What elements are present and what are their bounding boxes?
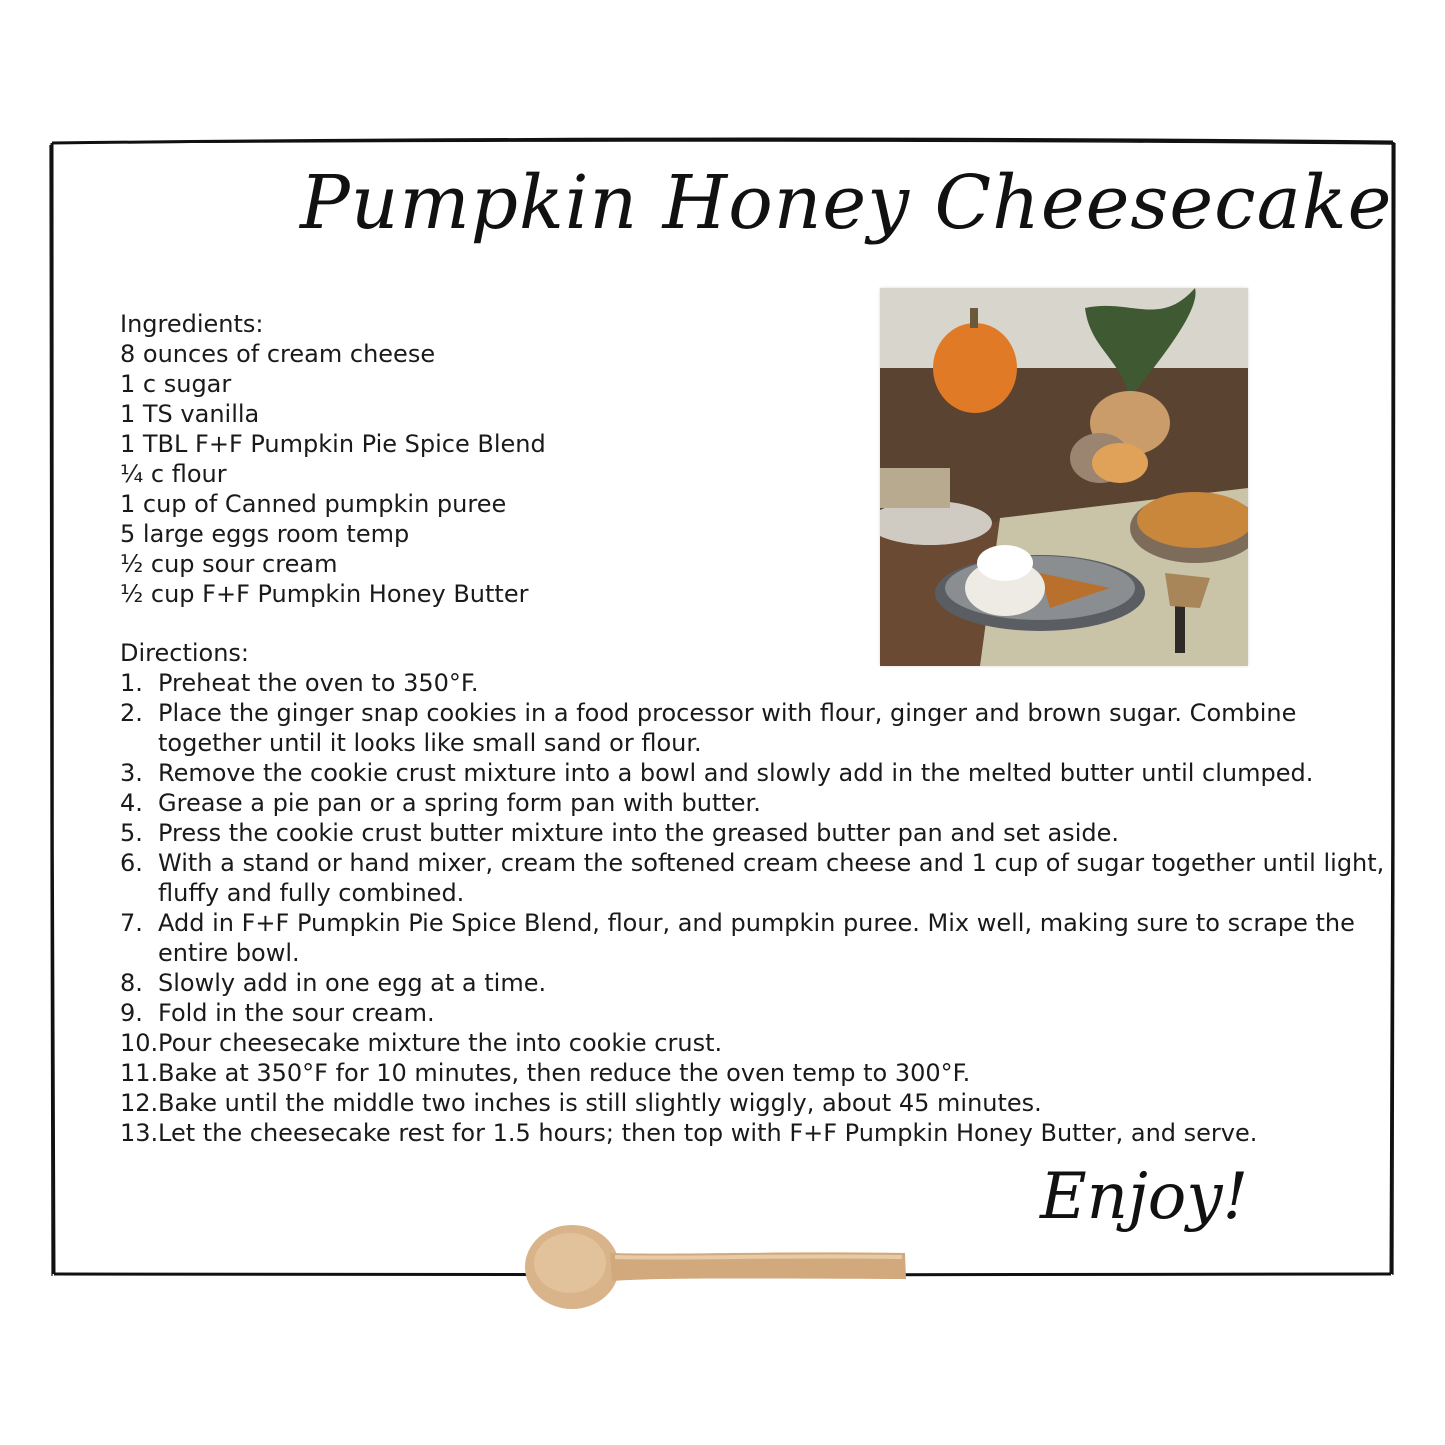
step-text: Fold in the sour cream. (158, 999, 435, 1027)
direction-step (120, 998, 1390, 1028)
step-text: With a stand or hand mixer, cream the softened cream cheese and 1 cup of sugar together until light, fluffy and fully combined. (158, 849, 1385, 907)
step-number: 10. (120, 1029, 159, 1057)
ingredient-item: 1 cup of Canned pumpkin puree (120, 490, 507, 518)
signoff-text: Enjoy! (1040, 1160, 1249, 1234)
step-text: Press the cookie crust butter mixture into the greased butter pan and set aside. (158, 819, 1119, 847)
direction-step (120, 758, 1390, 788)
step-number: 2. (120, 699, 143, 727)
step-number: 11. (120, 1059, 159, 1087)
step-number: 5. (120, 819, 143, 847)
step-text: Add in F+F Pumpkin Pie Spice Blend, flour, and pumpkin puree. Mix well, making sure to scrape the entire bowl. (158, 909, 1355, 967)
direction-step (120, 908, 1390, 968)
ingredients-section (120, 309, 546, 609)
directions-heading: Directions: (120, 639, 250, 667)
step-text: Slowly add in one egg at a time. (158, 969, 547, 997)
step-number: 12. (120, 1089, 159, 1117)
ingredient-item: 1 c sugar (120, 370, 232, 398)
direction-step (120, 1058, 1390, 1088)
step-text: Remove the cookie crust mixture into a bowl and slowly add in the melted butter until clumped. (158, 759, 1314, 787)
step-text: Place the ginger snap cookies in a food processor with flour, ginger and brown sugar. Combine together until it looks like small sand or flour. (158, 699, 1297, 757)
step-text: Bake until the middle two inches is still slightly wiggly, about 45 minutes. (158, 1089, 1042, 1117)
step-number: 4. (120, 789, 143, 817)
step-number: 13. (120, 1119, 159, 1147)
ingredient-item: 1 TS vanilla (120, 400, 260, 428)
step-number: 8. (120, 969, 143, 997)
wooden-spoon-icon (520, 1215, 915, 1320)
step-number: 9. (120, 999, 143, 1027)
step-text: Let the cheesecake rest for 1.5 hours; then top with F+F Pumpkin Honey Butter, and serve. (158, 1119, 1258, 1147)
ingredient-item: ½ cup F+F Pumpkin Honey Butter (120, 580, 529, 608)
ingredient-item: ¼ c flour (120, 460, 227, 488)
step-text: Pour cheesecake mixture the into cookie crust. (158, 1029, 723, 1057)
direction-step (120, 698, 1390, 758)
direction-step (120, 968, 1390, 998)
direction-step (120, 848, 1390, 908)
direction-step (120, 668, 1390, 698)
direction-step (120, 818, 1390, 848)
direction-step (120, 1028, 1390, 1058)
step-number: 1. (120, 669, 143, 697)
recipe-title: Pumpkin Honey Cheesecake (300, 160, 1393, 246)
step-number: 3. (120, 759, 143, 787)
direction-step (120, 1088, 1390, 1118)
pumpkin-pie-photo (880, 288, 1248, 666)
ingredient-item: ½ cup sour cream (120, 550, 338, 578)
step-text: Preheat the oven to 350°F. (158, 669, 479, 697)
directions-section (120, 638, 1390, 1148)
step-number: 6. (120, 849, 143, 877)
ingredient-item: 8 ounces of cream cheese (120, 340, 436, 368)
step-text: Bake at 350°F for 10 minutes, then reduce the oven temp to 300°F. (158, 1059, 971, 1087)
ingredients-heading: Ingredients: (120, 310, 264, 338)
direction-step (120, 788, 1390, 818)
direction-step (120, 1118, 1390, 1148)
step-text: Grease a pie pan or a spring form pan with butter. (158, 789, 761, 817)
ingredient-item: 5 large eggs room temp (120, 520, 410, 548)
step-number: 7. (120, 909, 143, 937)
ingredient-item: 1 TBL F+F Pumpkin Pie Spice Blend (120, 430, 546, 458)
